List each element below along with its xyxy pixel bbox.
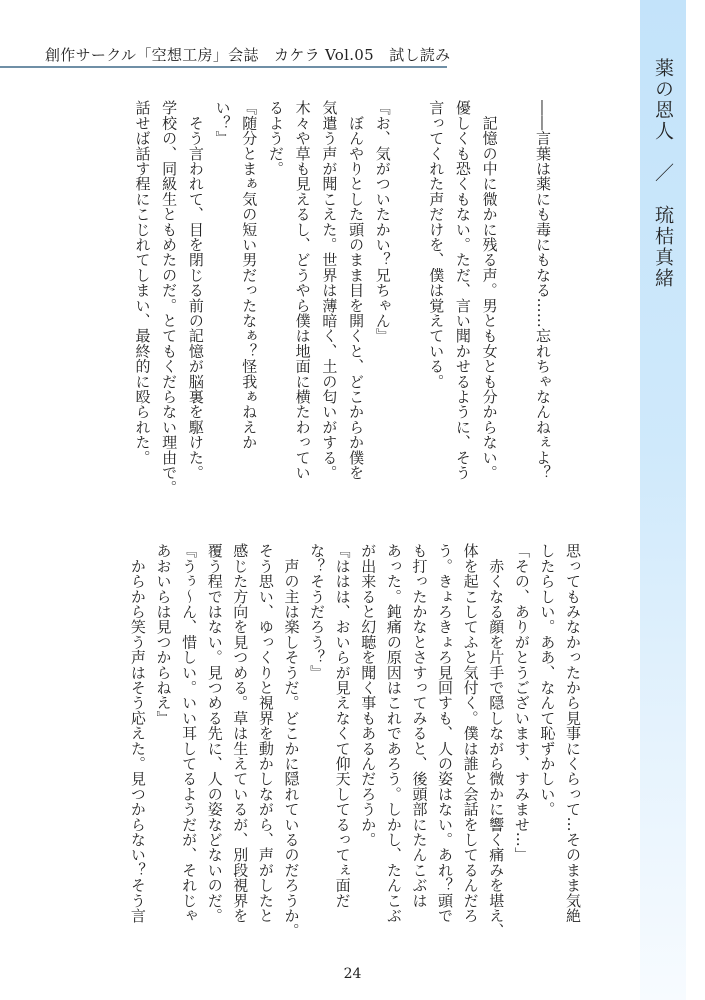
text-column: 言ってくれた声だけを、僕は覚えている。 — [427, 100, 446, 389]
text-column: 優しくも恐くもない。ただ、言い聞かせるように、そう — [453, 100, 472, 480]
text-column: したらしい。ああ、なんて恥ずかしい。 — [538, 543, 557, 817]
text-column: 『お、気がついたかい？兄ちゃん』 — [373, 100, 392, 344]
text-column: 思ってもみなかったから見事にくらって…そのまま気絶 — [564, 543, 582, 923]
text-column: い？』 — [213, 100, 232, 146]
text-column: 学校の、同級生ともめたのだ。とてもくだらない理由で。 — [160, 100, 179, 496]
text-column: 「その、ありがとうございます、すみませ…」 — [512, 543, 531, 863]
upper-text-block — [129, 100, 556, 500]
text-column: 体を起こしてふと気付く。僕は誰と会話をしてるんだろ — [461, 543, 480, 923]
text-column: 気遣う声が聞こえた。世界は薄暗く、土の匂いがする。 — [320, 100, 339, 480]
lower-text-block — [124, 543, 585, 943]
text-column: 記憶の中に微かに残る声。男とも女とも分からない。 — [480, 100, 499, 480]
text-column: ――言葉は薬にも毒にもなる……忘れちゃなんねぇよ？ — [534, 100, 552, 480]
text-column: そう言われて、目を閉じる前の記憶が脳裏を駆けた。 — [186, 100, 205, 480]
text-column: 感じた方向を見つめる。草は生えているが、別段視界を — [231, 543, 250, 923]
text-column: 『うぅ～ん、惜しい。いい耳してるようだが、それじゃ — [180, 543, 199, 923]
text-column: あった。鈍痛の原因はこれであろう。しかし、たんこぶ — [384, 543, 403, 923]
text-column: も打ったかなとさすってみると、後頭部にたんこぶは — [410, 543, 429, 908]
text-column: そう思い、ゆっくりと視界を動かしながら、声がしたと — [256, 543, 275, 923]
header-divider — [0, 66, 447, 68]
text-column: 赤くなる顔を片手で隠しながら微かに響く痛みを堪え、 — [487, 543, 506, 939]
text-column — [503, 100, 530, 500]
text-column: 『ははは、おいらが見えなくて仰天してるってぇ面だ — [333, 543, 352, 908]
text-column: 『随分とまぁ気の短い男だったなぁ？怪我ぁねえか — [240, 100, 259, 450]
text-column: からから笑う声はそう応えた。見つからない？そう言 — [128, 543, 147, 923]
story-title-author: 薬の恩人 ／ 琉桔真緒 — [652, 58, 674, 289]
text-column: う。きょろきょろ見回すも、人の姿はない。あれ？頭で — [436, 543, 455, 923]
text-column: 声の主は楽しそうだ。どこかに隠れているのだろうか。 — [282, 543, 301, 939]
text-column: 話せば話す程にこじれてしまい、最終的に殴られた。 — [133, 100, 152, 465]
text-column: が出来ると幻聴を聞く事もあるんだろうか。 — [359, 543, 378, 847]
running-header: 創作サークル「空想工房」会誌 カケラ Vol.05 試し読み — [45, 46, 451, 64]
text-column: 覆う程ではない。見つめる先に、人の姿などないのだ。 — [205, 543, 224, 923]
text-column — [396, 100, 423, 500]
text-column: な？そうだろう？』 — [308, 543, 327, 680]
page-number: 24 — [343, 966, 362, 982]
text-column: ぼんやりとした頭のまま目を開くと、どこからか僕を — [347, 100, 366, 480]
text-column: 木々や草も見えるし、どうやら僕は地面に横たわってい — [293, 100, 312, 480]
text-column: るようだ。 — [266, 100, 285, 176]
text-column: あおいらは見つからねえ』 — [154, 543, 173, 726]
